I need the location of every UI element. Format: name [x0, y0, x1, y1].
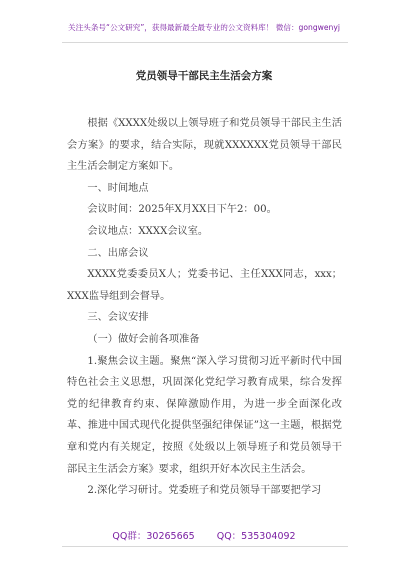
section-heading: 一、时间地点: [87, 182, 149, 194]
document-body: [67, 113, 342, 502]
paragraph: 会议地点：XXXX会议室。: [87, 225, 209, 237]
footer-divider: [62, 546, 348, 547]
paragraph: 会议时间：2025年X月XX日下午2：00。: [87, 204, 277, 216]
footer-contacts: [0, 528, 408, 542]
paragraph: 2.深化学习研讨。党委班子和党员领导干部要把学习: [87, 485, 322, 497]
paragraph: 根据《XXXX处级以上领导班子和党员领导干部民主生活会方案》的要求，结合实际，现就XXXXXX党员领导干部民主生活会制定方案如下。: [67, 118, 342, 173]
section-heading: 二、出席会议: [87, 247, 149, 259]
document-title: 党员领导干部民主生活会方案: [135, 70, 273, 82]
footer-qq: QQ：535304092: [216, 531, 296, 542]
paragraph: 1.聚焦会议主题。聚焦“深入学习贯彻习近平新时代中国特色社会主义思想，巩固深化党纪学习教育成果，综合发挥党的纪律教育约束、保障激励作用，为进一步全面深化改革、推进中国式现代化提供坚强纪律保证”这一主题，根据党章和党内有关规定，按照《处级以上领导班子和党员领导干部民主生活会方案》要求，组织开好本次民主生活会。: [67, 355, 342, 475]
header-banner: 关注头条号“公文研究”，获得最新最全最专业的公文资料库！ 微信：gongwenyj: [68, 23, 340, 32]
paragraph: XXXX党委委员X人；党委书记、主任XXX同志，xxx；XXX监导组到会督导。: [67, 269, 342, 302]
subsection-heading: （一）做好会前各项准备: [87, 333, 200, 345]
header-divider: [62, 42, 348, 43]
footer-qq-group: QQ群：30265665: [112, 531, 195, 542]
section-heading: 三、会议安排: [87, 312, 149, 324]
